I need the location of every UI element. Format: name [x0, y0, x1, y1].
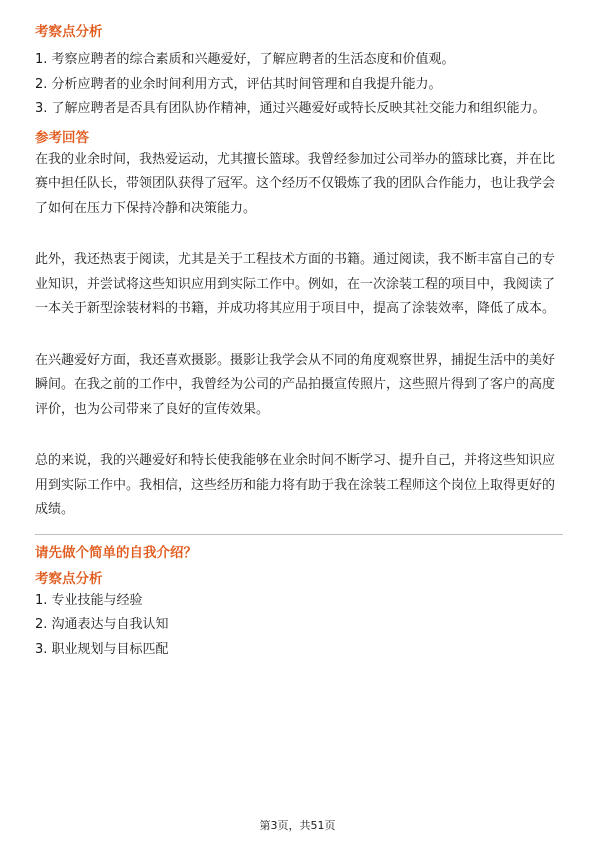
reference-answer-heading: 参考回答	[35, 129, 89, 146]
analysis-heading: 考察点分析	[35, 24, 103, 40]
list-item: 3. 了解应聘者是否具有团队协作精神，通过兴趣爱好或特长反映其社交能力和组织能力。	[35, 101, 546, 116]
page-content	[35, 22, 563, 662]
answer-paragraph: 在我的业余时间，我热爱运动，尤其擅长篮球。我曾经参加过公司举办的篮球比赛，并在比赛中担任队长，带领团队获得了冠军。这个经历不仅锻炼了我的团队合作能力，也让我学会了如何在压力下保持冷静和决策能力。	[35, 151, 556, 216]
list-item: 2. 沟通表达与自我认知	[35, 617, 169, 632]
answer-paragraph: 在兴趣爱好方面，我还喜欢摄影。摄影让我学会从不同的角度观察世界，捕捉生活中的美好瞬间。在我之前的工作中，我曾经为公司的产品拍摄宣传照片，这些照片得到了客户的高度评价，也为公司带来了良好的宣传效果。	[35, 352, 556, 417]
list-item: 1. 考察应聘者的综合素质和兴趣爱好，了解应聘者的生活态度和价值观。	[35, 52, 455, 67]
answer-paragraph: 总的来说，我的兴趣爱好和特长使我能够在业余时间不断学习、提升自己，并将这些知识应用到实际工作中。我相信，这些经历和能力将有助于我在涂装工程师这个岗位上取得更好的成绩。	[35, 453, 556, 517]
list-item: 2. 分析应聘者的业余时间利用方式，评估其时间管理和自我提升能力。	[35, 76, 442, 92]
analysis-list	[35, 589, 563, 663]
analysis-heading: 考察点分析	[35, 570, 103, 587]
list-item: 1. 专业技能与经验	[35, 592, 143, 608]
page-number: 第3页，共51页	[259, 819, 336, 832]
analysis-list	[35, 48, 563, 122]
answer-paragraph: 此外，我还热衷于阅读，尤其是关于工程技术方面的书籍。通过阅读，我不断丰富自己的专业知识，并尝试将这些知识应用到实际工作中。例如，在一次涂装工程的项目中，我阅读了一本关于新型涂装材料的书籍，并成功将其应用于项目中，提高了涂装效率，降低了成本。	[35, 252, 556, 316]
question-title: 请先做个简单的自我介绍？	[35, 544, 197, 561]
section-divider	[35, 534, 563, 535]
list-item: 3. 职业规划与目标匹配	[35, 641, 169, 657]
